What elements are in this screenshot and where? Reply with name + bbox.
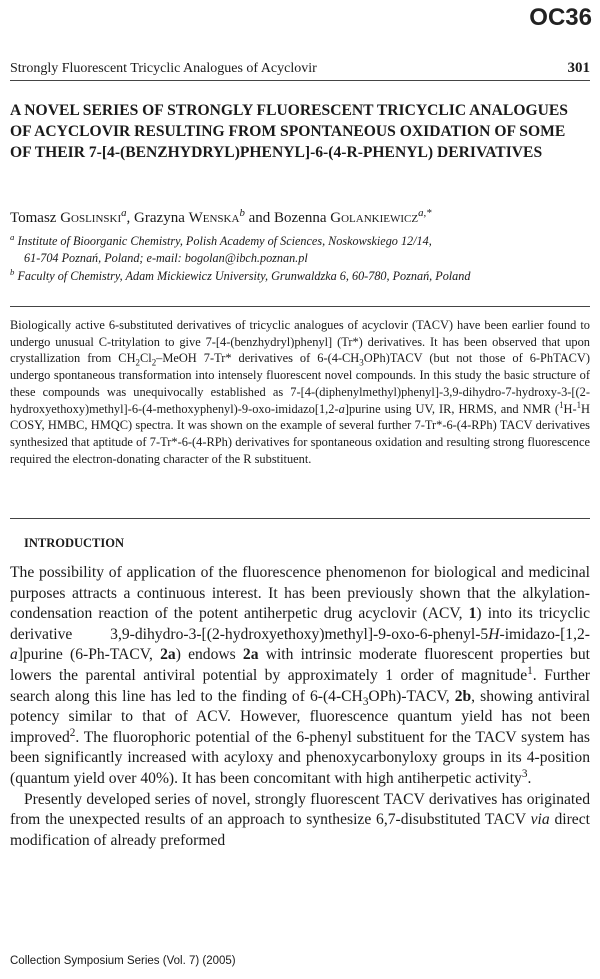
subscript: 2 xyxy=(151,357,157,368)
author-list xyxy=(10,208,590,228)
running-header xyxy=(10,58,590,81)
divider-bottom xyxy=(10,518,590,519)
author-surname: Wenska xyxy=(188,210,240,226)
body-text: ]purine (6-Ph-TACV, xyxy=(17,646,161,664)
article-code: OC36 xyxy=(529,4,592,31)
italic-text: a xyxy=(338,401,345,416)
body-text: with intrinsic moderate fluorescent properties but lowers the parental antiviral potential by approximately 1 order of magnitude xyxy=(10,646,590,684)
author-surname: Golankiewicz xyxy=(330,210,419,226)
body-text: . The fluorophoric potential of the 6-phenyl substituent for the TACV system has been significantly increased with acyloxy and phenoxycarbonyloxy groups in its 4-position (quantum yield over 40%). It has been concomitant with high antiherpetic activity xyxy=(10,728,590,787)
body-text: direct modification of already preformed xyxy=(10,811,590,849)
affiliation-text-continued: 61-704 Poznań, Poland; e-mail: bogolan@ibch.poznan.pl xyxy=(24,251,308,265)
abstract-text: H COSY, HMBC, HMQC) spectra. It was shown on the example of several further 7-Tr*-6-(4-RPh) TACV derivatives synthesized that aptitude of 7-Tr*-6-(4-RPh) derivatives for spontaneous oxidation and resulting strong fluorescence required the electron-donating character of the R substituent. xyxy=(10,401,590,466)
author-separator: and xyxy=(244,210,275,226)
footer-series: Collection Symposium Series (Vol. 7) (2005) xyxy=(10,955,236,967)
paragraph xyxy=(10,563,590,790)
body-text: OPh)-TACV, xyxy=(368,687,455,705)
compound-number: 2a xyxy=(160,646,176,664)
italic-text: a xyxy=(10,646,18,664)
author-affiliation-mark: a,* xyxy=(418,207,432,219)
body-text: ) into its tricyclic derivative 3,9-dihydro-3-[(2-hydroxyethoxy)methyl]-9-oxo-6-phenyl-5 xyxy=(10,605,590,643)
page-number: 301 xyxy=(567,60,590,76)
introduction-body xyxy=(10,563,590,851)
paper-title: A NOVEL SERIES OF STRONGLY FLUORESCENT TRICYCLIC ANALOGUES OF ACYCLOVIR RESULTING FROM SPONTANEOUS OXIDATION OF SOME OF THEIR 7-[4-(BENZHYDRYL)PHENYL]-6-(4-R-PHENYL) DERIVATIVES xyxy=(10,102,568,161)
author-affiliation-mark: a xyxy=(121,207,127,219)
paragraph xyxy=(10,790,590,852)
body-text: -imidazo-[1,2- xyxy=(499,625,590,643)
compound-number: 2b xyxy=(454,687,472,705)
abstract-text: Cl xyxy=(139,351,152,366)
affiliation-mark: a xyxy=(10,231,15,242)
subscript: 3 xyxy=(359,357,364,368)
body-text: ) endows xyxy=(175,646,243,664)
body-text: Presently developed series of novel, strongly fluorescent TACV derivatives has originated from the unexpected results of an approach to synthesize 6,7-disubstituted TACV xyxy=(10,790,590,829)
italic-text: via xyxy=(530,811,550,829)
running-title: Strongly Fluorescent Tricyclic Analogues of Acyclovir xyxy=(10,61,317,76)
abstract-text: –MeOH 7-Tr* derivatives of 6-(4-CH xyxy=(156,351,360,366)
superscript: 1 xyxy=(559,399,564,410)
citation-ref: 3 xyxy=(521,767,528,780)
body-text: . xyxy=(527,769,532,787)
divider-top xyxy=(10,306,590,307)
affiliation-text: Institute of Bioorganic Chemistry, Polish Academy of Sciences, Noskowskiego 12/14, xyxy=(17,234,432,248)
author-given-name: Tomasz xyxy=(10,210,57,226)
author-separator: , xyxy=(126,210,135,226)
compound-number: 1 xyxy=(468,605,477,623)
citation-ref: 1 xyxy=(527,664,533,677)
affiliation-a xyxy=(10,233,590,267)
affiliation-text: Faculty of Chemistry, Adam Mickiewicz University, Grunwaldzka 6, 60-780, Poznań, Poland xyxy=(17,269,471,283)
author-given-name: Grazyna xyxy=(134,210,185,226)
citation-ref: 2 xyxy=(69,726,76,739)
author-surname: Goslinski xyxy=(60,210,122,226)
affiliation-mark: b xyxy=(10,266,15,277)
abstract-text: OPh)TACV (but not those of 6-PhTACV) undergo spontaneous transformation into intensely fluorescent novel compounds. In this study the basic structure of these compounds was unequivocally established as 7-[4-(diphenylmethyl)phenyl]-3,9-dihydro-7-hydroxy-3-[(2-hydroxyethoxy)methyl]-6-(4-methoxyphenyl)-9-oxo-imidazo[1,2- xyxy=(10,351,590,416)
body-text: , showing antiviral potency similar to that of ACV. However, fluorescence quantum yield has not been improved xyxy=(10,687,590,746)
author-given-name: Bozenna xyxy=(274,210,327,226)
abstract-text: ]purine using UV, IR, HRMS, and NMR ( xyxy=(344,401,560,416)
author-affiliation-mark: b xyxy=(239,207,245,219)
compound-number: 2a xyxy=(242,646,259,664)
abstract xyxy=(10,317,590,467)
body-text: The possibility of application of the fluorescence phenomenon for biological and medicinal purposes attracts a continuous interest. It has been previously shown that the alkylation-condensation reaction of the potent antiherpetic drug acyclovir (ACV, xyxy=(10,564,590,623)
abstract-text: H- xyxy=(563,401,577,416)
subscript: 2 xyxy=(135,357,140,368)
affiliation-b xyxy=(10,268,590,285)
italic-text: H xyxy=(488,625,500,643)
superscript: 1 xyxy=(576,399,582,410)
body-text: . Further search along this line has led to the finding of 6-(4-CH xyxy=(10,666,590,705)
abstract-text: Biologically active 6-substituted derivatives of tricyclic analogues of acyclovir (TACV) have been earlier found to undergo unusual C-tritylation to give 7-[4-(benzhydryl)phenyl] (Tr*) derivatives. It has been observed that upon crystallization from CH xyxy=(10,318,590,366)
section-heading-introduction: INTRODUCTION xyxy=(24,536,125,550)
subscript: 3 xyxy=(362,695,369,708)
